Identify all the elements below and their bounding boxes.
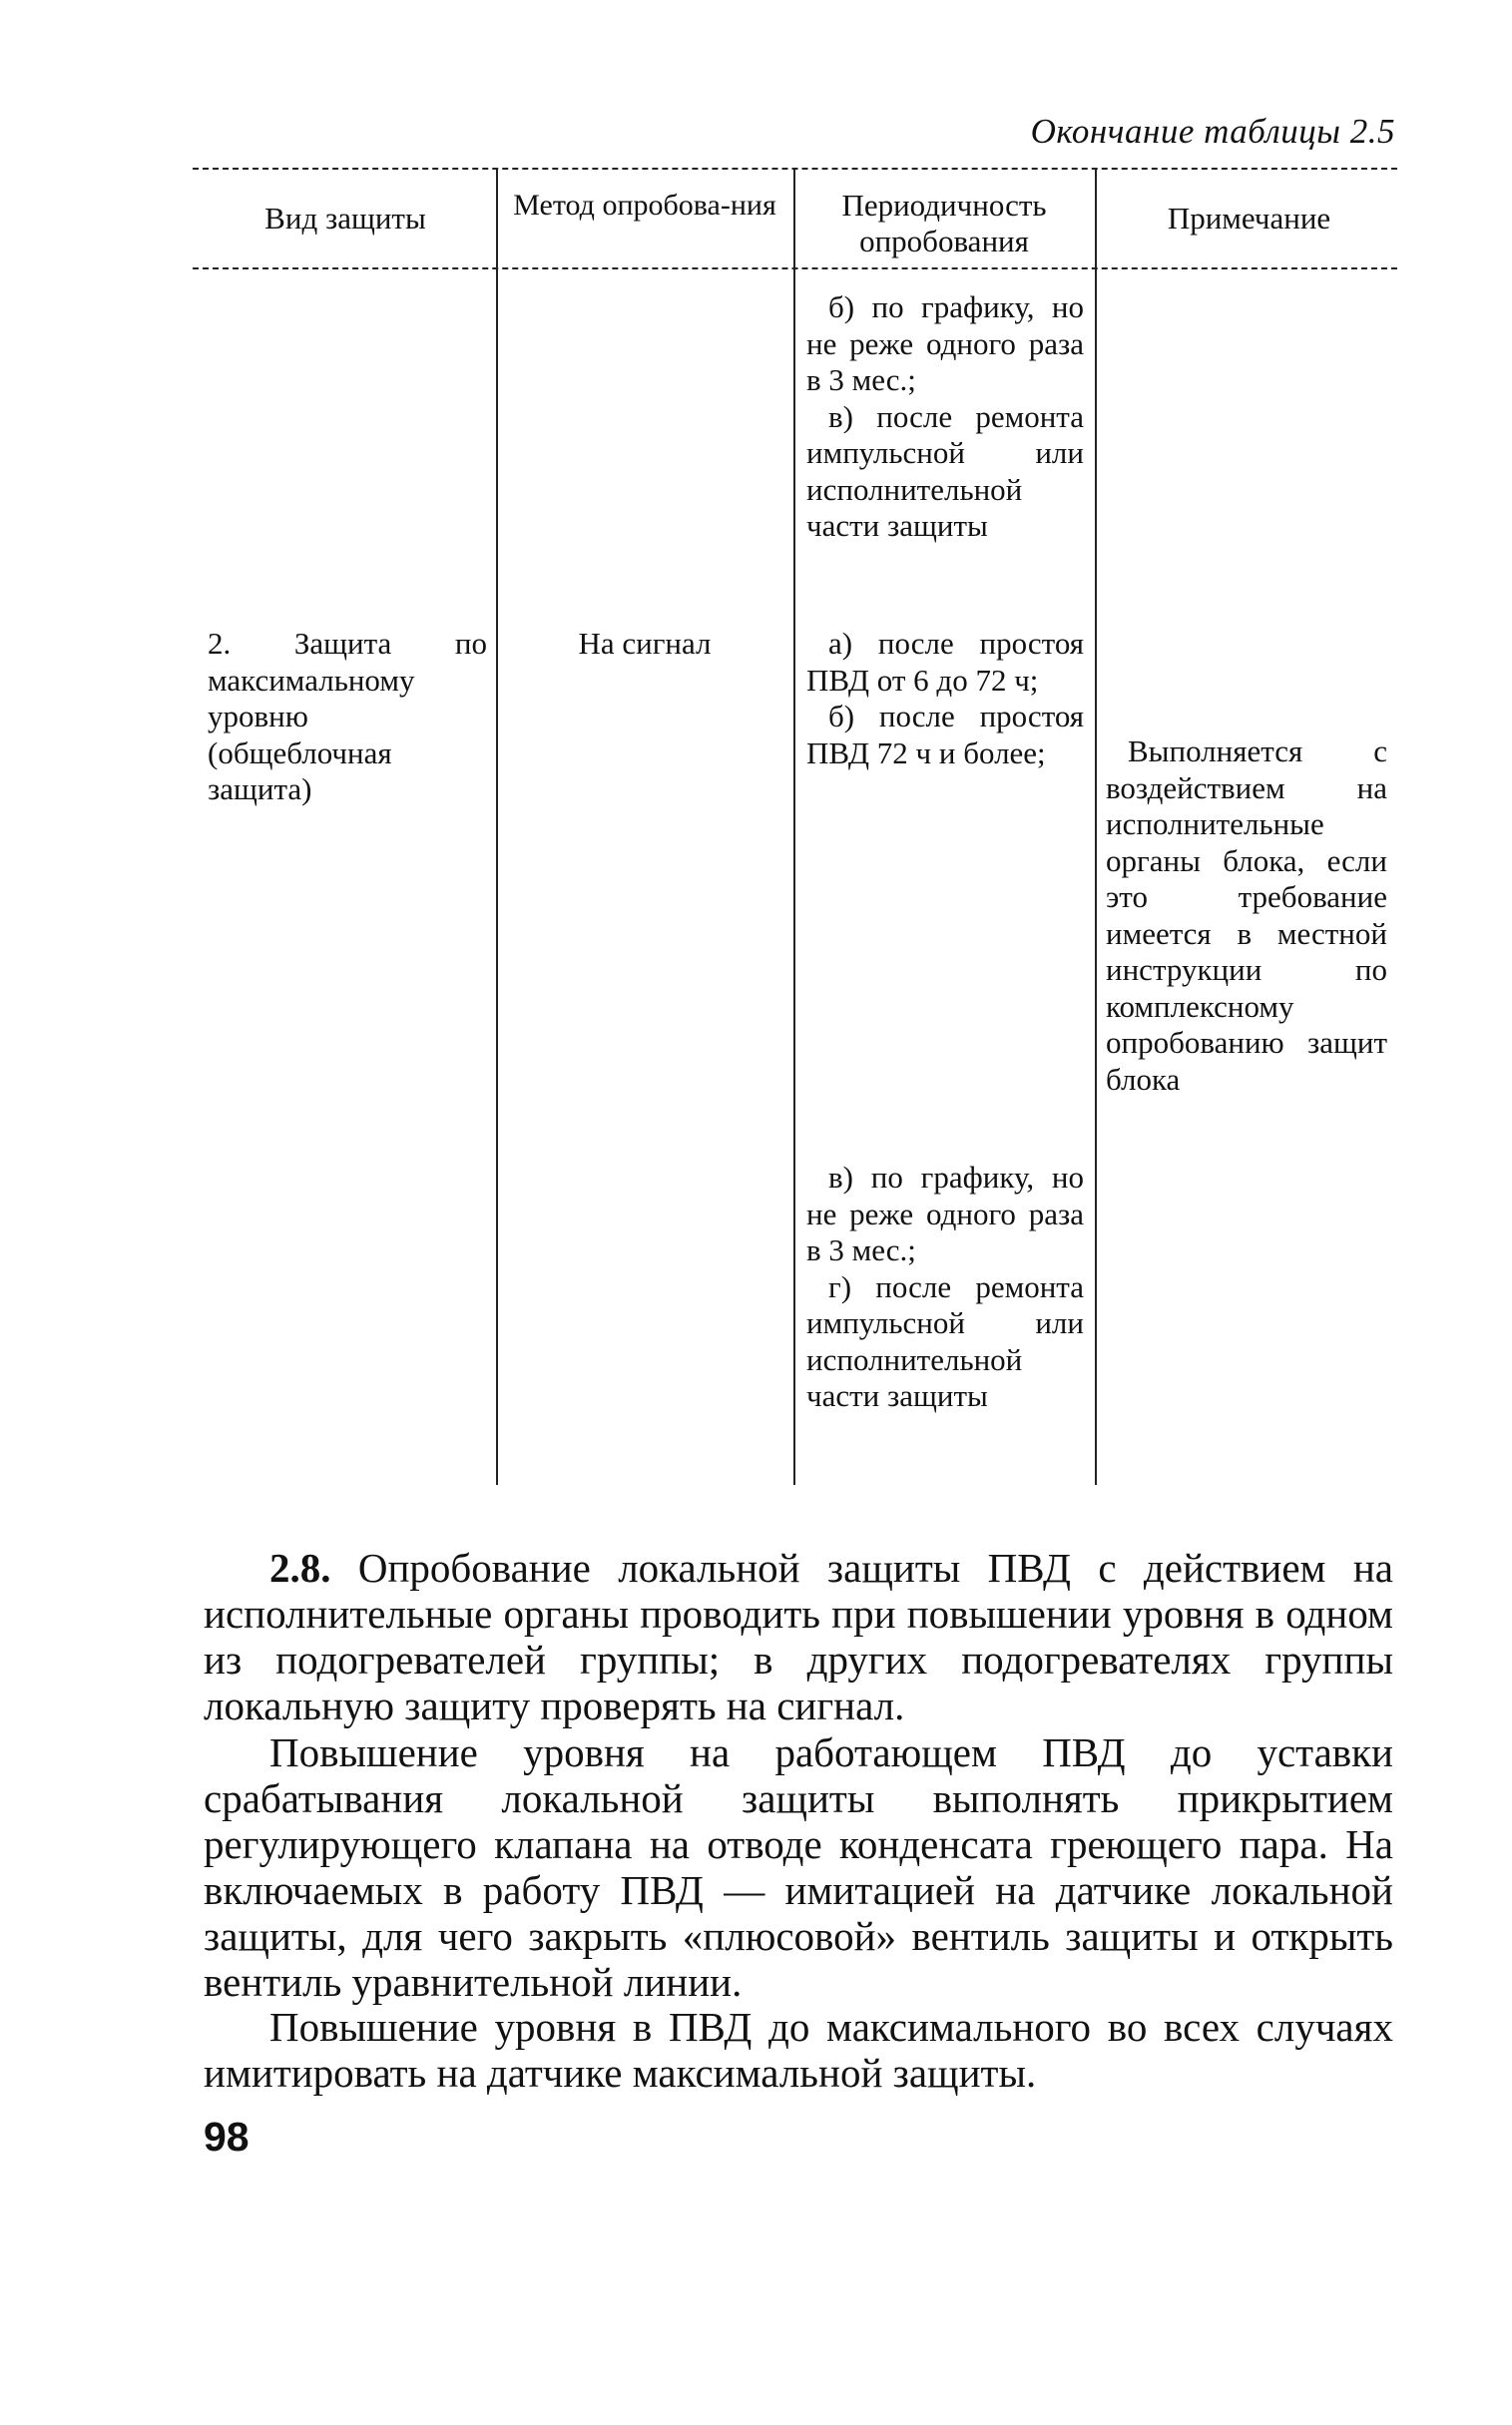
- row2-type-cell: 2. Защита по максимальному уровню (общеблочная защита): [208, 626, 487, 806]
- paragraph-2-8: [204, 1545, 1393, 1728]
- paragraph-2: Повышение уровня на работающем ПВД до уставки срабатывания локальной защиты выполнять прикрытием регулирующего клапана на отводе конденсата греющего пара. На включаемых в работу ПВД — имитацией на датчике локальной защиты, для чего закрыть «плюсовой» вентиль защиты и открыть вентиль уравнительной линии.: [204, 1729, 1393, 2005]
- table-caption: Окончание таблицы 2.5: [1030, 112, 1395, 151]
- row2-period-b: [806, 1160, 1084, 1415]
- paragraph-3: Повышение уровня в ПВД до максимального во всех случаях имитировать на датчике максимальной защиты.: [204, 2004, 1393, 2096]
- header-type: Вид защиты: [264, 201, 426, 236]
- row2-note-cell: Выполняется с воздействием на исполнительные органы блока, если это требование имеется в местной инструкции по комплексному опробованию защит блока: [1106, 733, 1387, 1097]
- header-period: Периодичность опробования: [841, 188, 1047, 258]
- period-item: б) после простоя ПВД 72 ч и более;: [806, 699, 1084, 770]
- row2-period-a: [806, 626, 1084, 771]
- column-divider-3: [1095, 168, 1097, 1485]
- column-divider-2: [793, 168, 795, 1485]
- period-item: в) по графику, но не реже одного раза в 3 мес.;: [806, 1160, 1084, 1267]
- period-item: а) после простоя ПВД от 6 до 72 ч;: [806, 626, 1084, 698]
- paragraph-text: Опробование локальной защиты ПВД с действием на исполнительные органы проводить при повышении уровня в одном из подогревателей группы; в других подогревателях группы локальную защиту проверять на сигнал.: [204, 1545, 1393, 1728]
- column-divider-1: [496, 168, 498, 1485]
- period-item: б) по графику, но не реже одного раза в 3 мес.;: [806, 289, 1084, 397]
- period-continued: [806, 289, 1084, 545]
- header-method: Метод опробова-ния: [513, 189, 776, 222]
- page-number: 98: [204, 2114, 250, 2160]
- period-item: г) после ремонта импульсной или исполнительной части защиты: [806, 1268, 1084, 1413]
- row2-method-cell: На сигнал: [578, 626, 712, 661]
- header-note: Примечание: [1167, 201, 1331, 236]
- period-item: в) после ремонта импульсной или исполнительной части защиты: [806, 398, 1084, 543]
- section-number: 2.8.: [269, 1545, 331, 1591]
